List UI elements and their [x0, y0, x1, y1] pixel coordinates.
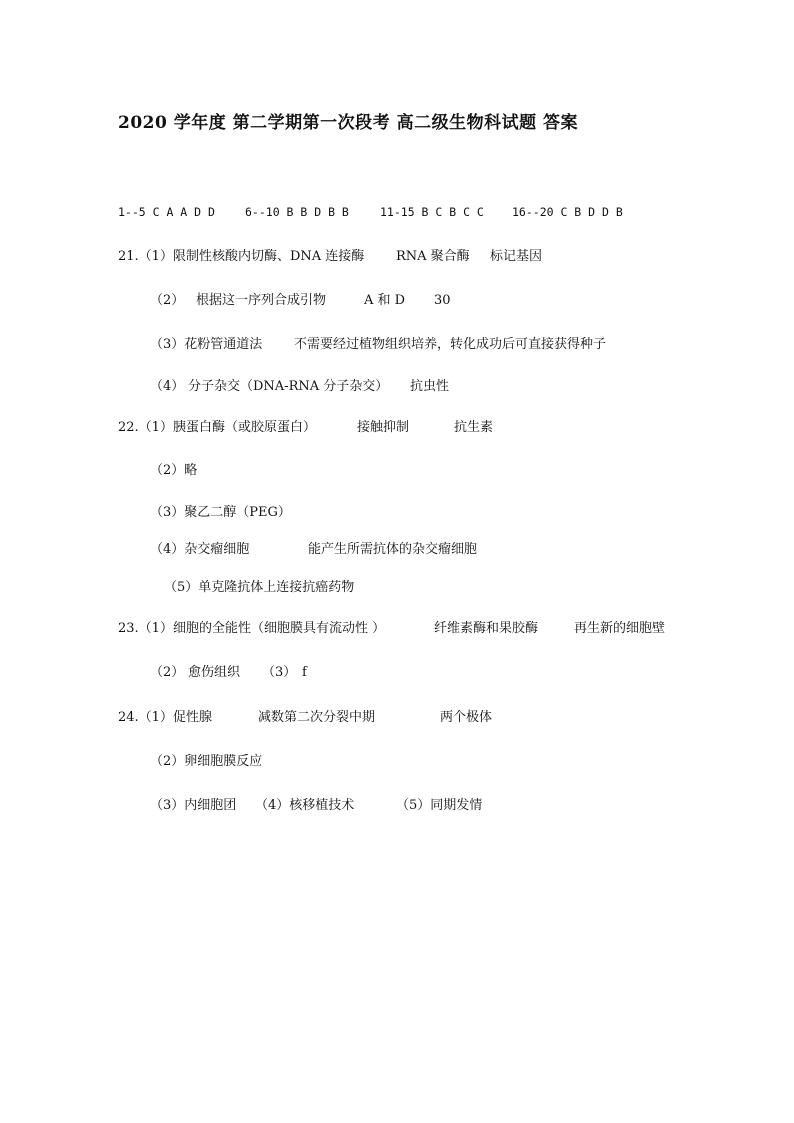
q21-part4-answer-b: 抗虫性: [410, 379, 450, 394]
q24-part4-answer: （4）核移植技术: [255, 798, 355, 813]
q23-part3-answer: f: [302, 665, 307, 680]
q21-part2-answer-b: A 和 D: [364, 293, 406, 308]
q22-part5-answer: （5）单克隆抗体上连接抗癌药物: [164, 580, 355, 595]
q21-part1-answer-a: 21.（1）限制性核酸内切酶、DNA 连接酶: [118, 249, 365, 264]
choice-answers-1-5: 1--5 C A A D D: [118, 205, 215, 219]
q22-part1-answer-b: 接触抑制: [357, 420, 410, 435]
q23-part1-answer-c: 再生新的细胞壁: [574, 621, 666, 636]
q23-part1-answer-a: 23.（1）细胞的全能性（细胞膜具有流动性 ）: [118, 621, 386, 636]
q24-part1-answer-c: 两个极体: [440, 710, 493, 725]
q21-part1-answer-b: RNA 聚合酶: [396, 249, 470, 264]
q21-part2-answer-c: 30: [434, 293, 451, 308]
q23-part3-label: （3）: [262, 665, 297, 680]
q21-part3-answer-a: （3）花粉管通道法: [150, 337, 263, 352]
q24-part3-answer: （3）内细胞团: [150, 798, 237, 813]
q24-part1-answer-a: 24.（1）促性腺: [118, 710, 212, 725]
choice-answers-16-20: 16--20 C B D D B: [512, 205, 623, 219]
page-title: 2020 学年度 第二学期第一次段考 高二级生物科试题 答案: [118, 113, 578, 133]
q21-part3-answer-b: 不需要经过植物组织培养，转化成功后可直接获得种子: [294, 337, 607, 352]
q22-part1-answer-c: 抗生素: [454, 420, 494, 435]
q23-part1-answer-b: 纤维素酶和果胶酶: [434, 621, 539, 636]
q21-part1-answer-c: 标记基因: [490, 249, 543, 264]
q22-part4-answer-b: 能产生所需抗体的杂交瘤细胞: [308, 542, 478, 557]
q24-part5-answer: （5）同期发情: [396, 798, 483, 813]
q21-part4-answer-a: 分子杂交（DNA-RNA 分子杂交）: [188, 379, 389, 394]
q21-part4-label: （4）: [150, 379, 185, 394]
q24-part2-answer: （2）卵细胞膜反应: [150, 754, 263, 769]
q23-part2-answer: 愈伤组织: [188, 665, 241, 680]
q22-part3-answer: （3）聚乙二醇（PEG）: [150, 505, 291, 520]
choice-answers-11-15: 11-15 B C B C C: [380, 205, 484, 219]
q22-part1-answer-a: 22.（1）胰蛋白酶（或胶原蛋白）: [118, 420, 316, 435]
choice-answers-6-10: 6--10 B B D B B: [245, 205, 349, 219]
q22-part4-answer-a: （4）杂交瘤细胞: [150, 542, 250, 557]
q22-part2-answer: （2）略: [150, 463, 198, 478]
q21-part2-answer-a: 根据这一序列合成引物: [196, 293, 327, 308]
q23-part2-label: （2）: [150, 665, 185, 680]
q21-part2-label: （2）: [150, 293, 185, 308]
q24-part1-answer-b: 减数第二次分裂中期: [258, 710, 376, 725]
